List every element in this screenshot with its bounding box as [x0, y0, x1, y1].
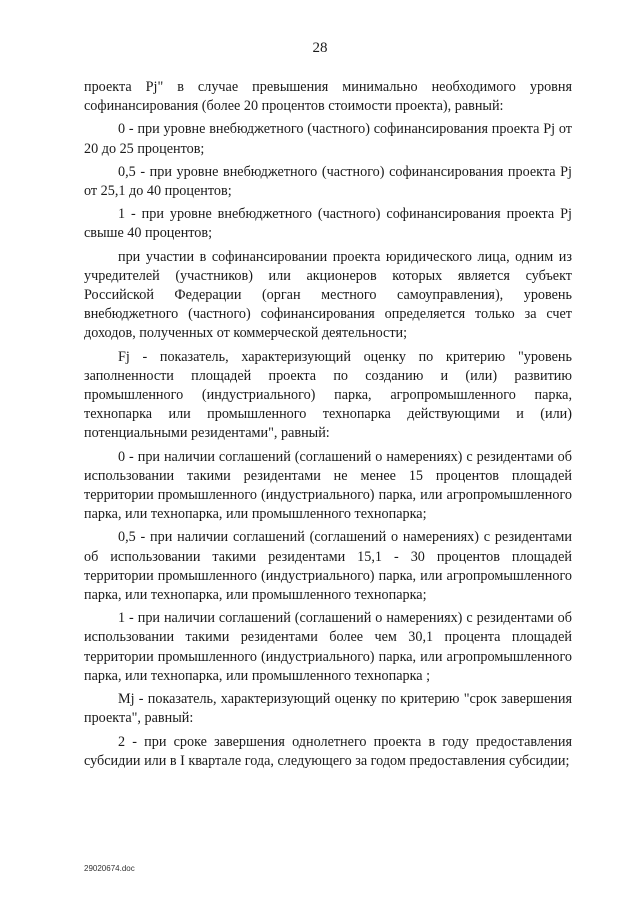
paragraph-fj-0: 0 - при наличии соглашений (соглашений о намерениях) с резидентами об использовании такими резидентами не менее 15 процентов площадей территории промышленного (индустриального) парка, или агропромышленного парка, или технопарка, или промышленного технопарка;	[84, 448, 572, 523]
paragraph-cofinancing-0: 0 - при уровне внебюджетного (частного) софинансирования проекта Pj от 20 до 25 процентов;	[84, 121, 572, 157]
footer-filename: 29020674.doc	[84, 864, 135, 873]
paragraph-cofinancing-05: 0,5 - при уровне внебюджетного (частного) софинансирования проекта Pj от 25,1 до 40 процентов;	[84, 163, 572, 200]
page-number: 28	[312, 40, 328, 56]
paragraph-cofinancing-1: 1 - при уровне внебюджетного (частного) софинансирования проекта Pj свыше 40 процентов;	[84, 206, 572, 242]
paragraph-legal-entity: при участии в софинансировании проекта юридического лица, одним из учредителей (участников) или акционеров которых является субъект Российской Федерации (орган местного самоуправления), уровень внебюджетного (частного) софинансирования определяется только за счет доходов, полученных от коммерческой деятельности;	[84, 248, 572, 342]
paragraph-fj-indicator: Fj - показатель, характеризующий оценку по критерию "уровень заполненности площадей проекта по созданию и (или) развитию промышленного (индустриального) парка, агропромышленного парка, технопарка или промышленного технопарка действующими и (или) потенциальными резидентами", равный:	[84, 348, 572, 442]
paragraph-mj-indicator: Mj - показатель, характеризующий оценку по критерию "срок завершения проекта", равный:	[84, 691, 572, 727]
paragraph-fj-1: 1 - при наличии соглашений (соглашений о намерениях) с резидентами об использовании такими резидентами более чем 30,1 процента площадей территории промышленного (индустриального) парка, или агропромышленного парка, или технопарка, или промышленного технопарка ;	[84, 610, 572, 684]
paragraph-fj-05: 0,5 - при наличии соглашений (соглашений о намерениях) с резидентами об использовании такими резидентами 15,1 - 30 процентов площадей территории промышленного (индустриального) парка, или агропромышленного парка, или технопарка, или промышленного технопарка;	[84, 529, 572, 604]
paragraph-mj-2: 2 - при сроке завершения однолетнего проекта в году предоставления субсидии или в I квартале года, следующего за годом предоставления субсидии;	[84, 733, 572, 769]
paragraph-intro: проекта Pj" в случае превышения минимально необходимого уровня софинансирования (более 20 процентов стоимости проекта), равный:	[84, 79, 572, 115]
document-body	[84, 78, 572, 771]
